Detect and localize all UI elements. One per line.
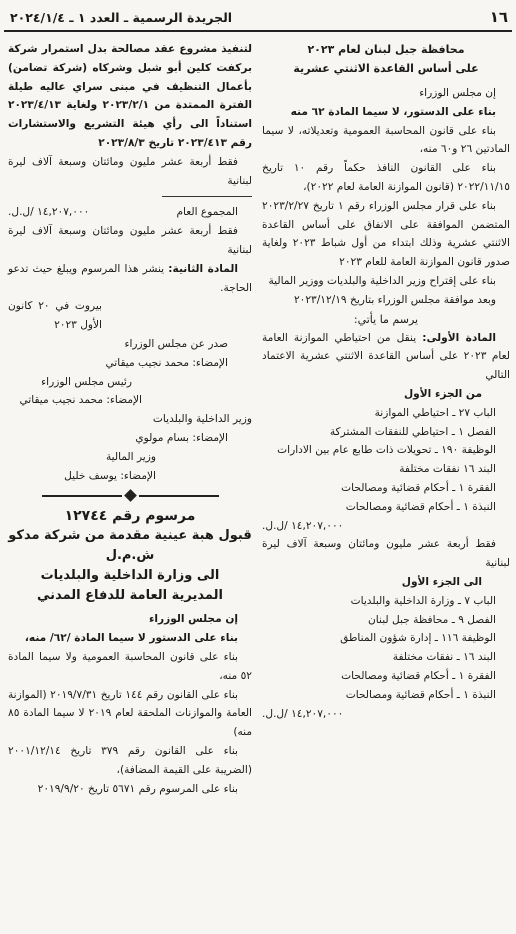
finance-minister-title: وزير المالية xyxy=(105,450,156,463)
amount-to: ١٤,٢٠٧,٠٠٠ /ل.ل. xyxy=(262,707,344,720)
preamble-council: إن مجلس الوزراء xyxy=(419,87,496,99)
article-two xyxy=(8,260,252,298)
to-item: الفقرة ١ ـ أحكام قضائية ومصالحات xyxy=(341,669,496,682)
preamble-accounting-law: بناء على قانون المحاسبة العمومية وتعديلاته، لا سيما المادتين ٢٦ و٦٠ منه، xyxy=(262,124,510,156)
decree-title-line2: الى وزارة الداخلية والبلديات xyxy=(40,568,220,584)
total-in-words: فقط أربعة عشر مليون ومائتان وسبعة آلاف ليرة لبنانية xyxy=(8,225,252,256)
amount-in-words: فقط أربعة عشر مليون ومائتان وسبعة آلاف ليرة لبنانية xyxy=(8,155,252,187)
page-number: ١٦ xyxy=(489,8,508,26)
preamble-approval: وبعد موافقة مجلس الوزراء بتاريخ ٢٠٢٣/١٢/١٩ xyxy=(293,293,496,306)
from-item: الفصل ١ ـ احتياطي للنفقات المشتركة xyxy=(329,425,496,438)
grand-total-amount: ١٤,٢٠٧,٠٠٠ /ل.ل. xyxy=(8,206,90,219)
interior-minister-title: وزير الداخلية والبلديات xyxy=(152,413,252,426)
page-header xyxy=(4,4,512,32)
to-item: البند ١٦ ـ نفقات مختلفة xyxy=(392,651,496,664)
amount-from: ١٤,٢٠٧,٠٠٠ /ل.ل. xyxy=(262,519,344,532)
place-date: بيروت في ٢٠ كانون الأول ٢٠٢٣ xyxy=(8,300,102,332)
to-item: النبذة ١ ـ أحكام قضائية ومصالحات xyxy=(345,688,496,701)
preamble-constitution: بناء على الدستور لا سيما المادة /٦٢/ منه، xyxy=(24,632,238,645)
preamble-budget-law-2019: بناء على القانون رقم ١٤٤ تاريخ ٢٠١٩/٧/٣١ (الموازنة العامة والموازنات الملحقة لعام ٢٠١٩ لا سيما المادة ٨٥ منه) xyxy=(8,688,252,739)
from-item: النبذة ١ ـ أحكام قضائية ومصالحات xyxy=(345,500,496,513)
from-item: الوظيفة ١٩٠ ـ تحويلات ذات طابع عام بين الادارات xyxy=(277,444,496,457)
grand-total-row xyxy=(8,203,252,222)
total-rule xyxy=(162,196,252,197)
section-separator xyxy=(8,491,252,500)
from-item: البند ١٦ نفقات مختلفة xyxy=(399,463,496,476)
preamble-proposal: بناء على إقتراح وزير الداخلية والبلديات ووزير المالية xyxy=(268,274,496,287)
preamble-accounting-law: بناء على قانون المحاسبة العمومية ولا سيما المادة ٥٢ منه، xyxy=(8,650,252,682)
left-column xyxy=(8,40,252,798)
right-column xyxy=(262,40,510,723)
issued-by: صدر عن مجلس الوزراء xyxy=(124,337,228,350)
preamble-budget-law: بناء على القانون النافذ حكماً رقم ١٠ تاريخ ٢٠٢٢/١١/١٥ (قانون الموازنة العامة لعام ٢٠٢٢)، xyxy=(262,162,510,193)
signature-pm: الإمضاء: محمد نجيب ميقاتي xyxy=(19,394,142,407)
preamble-vat-law: بناء على القانون رقم ٣٧٩ تاريخ ٢٠٠١/١٢/١٤ (الضريبة على القيمة المضافة)، xyxy=(8,744,252,776)
to-section-title: الى الجزء الأول xyxy=(401,575,482,588)
gazette-title: الجريدة الرسمية ـ العدد ١ ـ ٢٠٢٤/١/٤ xyxy=(10,9,233,25)
to-item: الوظيفة ١١٦ ـ إدارة شؤون المناطق xyxy=(340,632,496,645)
decree-formula: يرسم ما يأتي: xyxy=(353,312,419,326)
preamble-constitution: بناء على الدستور، لا سيما المادة ٦٢ منه xyxy=(290,105,496,118)
amount-in-words: فقط أربعة عشر مليون ومائتان وسبعة آلاف ليرة لبنانية xyxy=(262,538,510,570)
preamble-council-decision: بناء على قرار مجلس الوزراء رقم ١ تاريخ ٢٠٢٣/٢/٢٧ المتضمن الموافقة على الانفاق على أساس القاعدة الاثنتي عشرية وذلك ابتداء من أول شباط ٢٠٢٣ ولغاية صدور قانون الموازنة العامة للعام ٢٠٢٣ xyxy=(262,199,510,269)
pm-title: رئيس مجلس الوزراء xyxy=(41,375,132,388)
article-one-text: ينقل من احتياطي الموازنة العامة لعام ٢٠٢٣ على أساس القاعدة الاثنتي عشرية الاعتماد التالي xyxy=(262,331,510,382)
preamble-council: إن مجلس الوزراء xyxy=(148,613,238,626)
from-item: الفقرة ١ ـ أحكام قضائية ومصالحات xyxy=(341,481,496,494)
decree-number: مرسوم رقم ١٢٧٤٤ xyxy=(64,508,196,525)
purpose-paragraph: لتنفيذ مشروع عقد مصالحة بدل استمرار شركة بركفت كلين أبو شبل وشركاه (شركة تضامن) بأعمال التنظيف في مبنى سراي عاليه طيلة الفترة الممتدة من ٢٠٢٣/٢/١ ولغاية ٢٠٢٣/٤/١٣ استناداً الى رأي هيئة التشريع والاستشارات رقم ٢٠٢٣/٤١٣ تاريخ ٢٠٢٣/٨/٣ xyxy=(8,43,252,149)
signature-president: الإمضاء: محمد نجيب ميقاتي xyxy=(105,356,228,369)
to-item: الفصل ٩ ـ محافظة جبل لبنان xyxy=(368,613,496,626)
preamble-decree-5671: بناء على المرسوم رقم ٥٦٧١ تاريخ ٢٠١٩/٩/٢٠ xyxy=(37,782,238,795)
to-item: الباب ٧ ـ وزارة الداخلية والبلديات xyxy=(350,594,496,607)
article-one-label: المادة الأولى: xyxy=(422,331,497,344)
article-two-text: ينشر هذا المرسوم ويبلغ حيث تدعو الحاجة. xyxy=(8,262,252,294)
article-two-label: المادة الثانية: xyxy=(168,262,238,275)
decree-title-line1: قبول هبة عينية مقدمة من شركة مدكو ش.م.ل xyxy=(8,528,252,564)
from-section-title: من الجزء الأول xyxy=(403,387,482,400)
from-item: الباب ٢٧ ـ احتياطي الموازنة xyxy=(374,406,496,419)
article-one xyxy=(262,329,510,385)
signature-finance: الإمضاء: يوسف خليل xyxy=(64,469,156,482)
decree-title-line1: محافظة جبل لبنان لعام ٢٠٢٣ xyxy=(307,43,465,56)
decree-title-line2: على أساس القاعدة الاثنتي عشرية xyxy=(293,62,479,75)
decree-title-line3: المديرية العامة للدفاع المدني xyxy=(37,588,223,604)
grand-total-label: المجموع العام xyxy=(176,206,238,219)
signature-interior: الإمضاء: بسام مولوي xyxy=(135,431,228,444)
